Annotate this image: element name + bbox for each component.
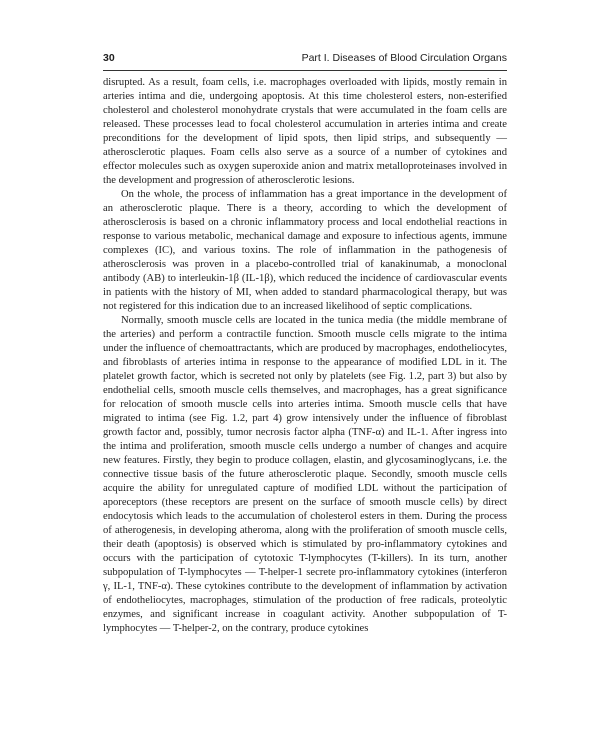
running-head: Part I. Diseases of Blood Circulation Organs [301, 52, 507, 64]
header-rule [103, 70, 507, 71]
body-text [103, 76, 507, 636]
page-header [103, 52, 507, 66]
paragraph-1: disrupted. As a result, foam cells, i.e. macrophages overloaded with lipids, mostly remain in arteries intima and die, undergoing apoptosis. At this time cholesterol esters, non-esterified cholesterol and cholesterol monohydrate crystals that were accumulated in the foam cells are released. These processes lead to focal cholesterol accumulation in arteries intima and create preconditions for the development of lipid spots, then lipid strips, and subsequently — atherosclerotic plaques. Foam cells also serve as a source of a number of cytokines and effector molecules such as oxygen superoxide anion and matrix metalloproteinases involved in the development and progression of atherosclerotic lesions. [103, 77, 507, 186]
page-number: 30 [103, 52, 115, 64]
paragraph-3: Normally, smooth muscle cells are located in the tunica media (the middle membrane of the arteries) and perform a contractile function. Smooth muscle cells migrate to the intima under the influence of chemoattractants, which are produced by macrophages, endotheliocytes, and fibroblasts of arteries intima in response to the appearance of modified LDL in it. The platelet growth factor, which is secreted not only by platelets (see Fig. 1.2, part 3) but also by endothelial cells, smooth muscle cells themselves, and macrophages, has a great significance for relocation of smooth muscle cells into arteries intima. Smooth muscle cells that have migrated to intima (see Fig. 1.2, part 4) grow intensively under the influence of fibroblast growth factor and, possibly, tumor necrosis factor alpha (TNF-α) and IL-1. After ingress into the intima and proliferation, smooth muscle cells undergo a number of changes and acquire new features. Firstly, they begin to produce collagen, elastin, and glycosaminoglycans, i.e. the connective tissue basis of the future atherosclerotic plaque. Secondly, smooth muscle cells acquire the ability for unregulated capture of modified LDL without the participation of aporeceptors (these receptors are present on the surface of smooth muscle cells) by direct endocytosis which leads to the accumulation of cholesterol esters in them. During the process of atherogenesis, in developing atheroma, along with the proliferation of smooth muscle cells, their death (apoptosis) is observed which is stimulated by pro-inflammatory cytokines and occurs with the participation of cytotoxic T-lymphocytes (T-killers). In its turn, another subpopulation of T-lymphocytes — T-helper-1 secrete pro-inflammatory cytokines (interferon γ, IL-1, TNF-α). These cytokines contribute to the development of inflammation by activation of endotheliocytes, macrophages, stimulation of the production of free radicals, proteolytic enzymes, and significant increase in coagulant activity. Another subpopulation of T-lymphocytes — T-helper-2, on the contrary, produce cytokines [103, 315, 507, 634]
paragraph-2: On the whole, the process of inflammation has a great importance in the development of an atherosclerotic plaque. There is a theory, according to which the development of atherosclerosis is based on a chronic inflammatory process and local endothelial reactions in response to various metabolic, mechanical damage and exposure to infectious agents, immune complexes (IC), and various toxins. The role of inflammation in the pathogenesis of atherosclerosis was proven in a placebo-controlled trial of kanakinumab, a monoclonal antibody (AB) to interleukin-1β (IL-1β), which reduced the incidence of cardiovascular events in patients with the history of MI, when added to standard pharmacological therapy, but was not registered for this indication due to an increased likelihood of septic complications. [103, 189, 507, 312]
